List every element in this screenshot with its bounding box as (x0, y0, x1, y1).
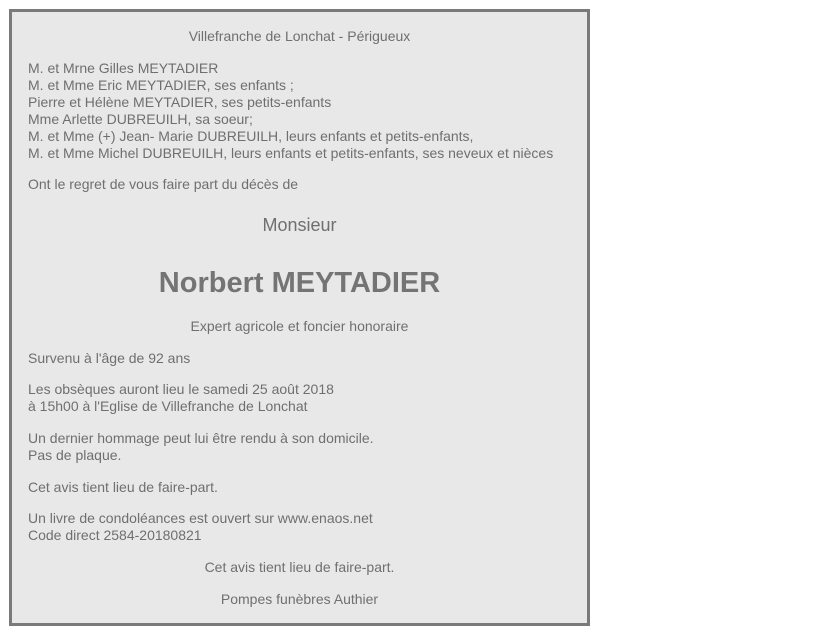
homage-text: Un dernier hommage peut lui être rendu à son domicile. (28, 430, 374, 446)
family-line: M. et Mme (+) Jean- Marie DUBREUILH, leurs enfants et petits-enfants, (28, 128, 474, 144)
notice-text: Cet avis tient lieu de faire-part. (28, 479, 218, 495)
profession-text: Expert agricole et foncier honoraire (190, 318, 409, 334)
family-line: M. et Mme Eric MEYTADIER, ses enfants ; (28, 77, 294, 93)
condolences-text: Un livre de condoléances est ouvert sur www.enaos.net (28, 510, 373, 526)
funeral-date: Les obsèques auront lieu le samedi 25 août 2018 (28, 381, 334, 397)
intro-text: Ont le regret de vous faire part du décès de (28, 176, 299, 192)
location-header: Villefranche de Lonchat - Périgueux (188, 28, 411, 44)
funeral-home: Pompes funèbres Authier (220, 591, 379, 607)
family-line: M. et Mrne Gilles MEYTADIER (28, 60, 219, 76)
no-plaque-text: Pas de plaque. (28, 447, 122, 463)
family-line: M. et Mme Michel DUBREUILH, leurs enfants et petits-enfants, ses neveux et nièces (28, 145, 554, 161)
family-line: Pierre et Hélène MEYTADIER, ses petits-enfants (28, 94, 332, 110)
honorific-title: Monsieur (262, 215, 337, 235)
age-text: Survenu à l'âge de 92 ans (28, 350, 191, 366)
funeral-place: à 15h00 à l'Eglise de Villefranche de Lonchat (28, 398, 308, 414)
obituary-notice (9, 9, 590, 626)
family-line: Mme Arlette DUBREUILH, sa soeur; (28, 111, 253, 127)
notice-text-centered: Cet avis tient lieu de faire-part. (204, 559, 395, 575)
direct-code: Code direct 2584-20180821 (28, 527, 202, 543)
deceased-name: Norbert MEYTADIER (158, 267, 441, 299)
